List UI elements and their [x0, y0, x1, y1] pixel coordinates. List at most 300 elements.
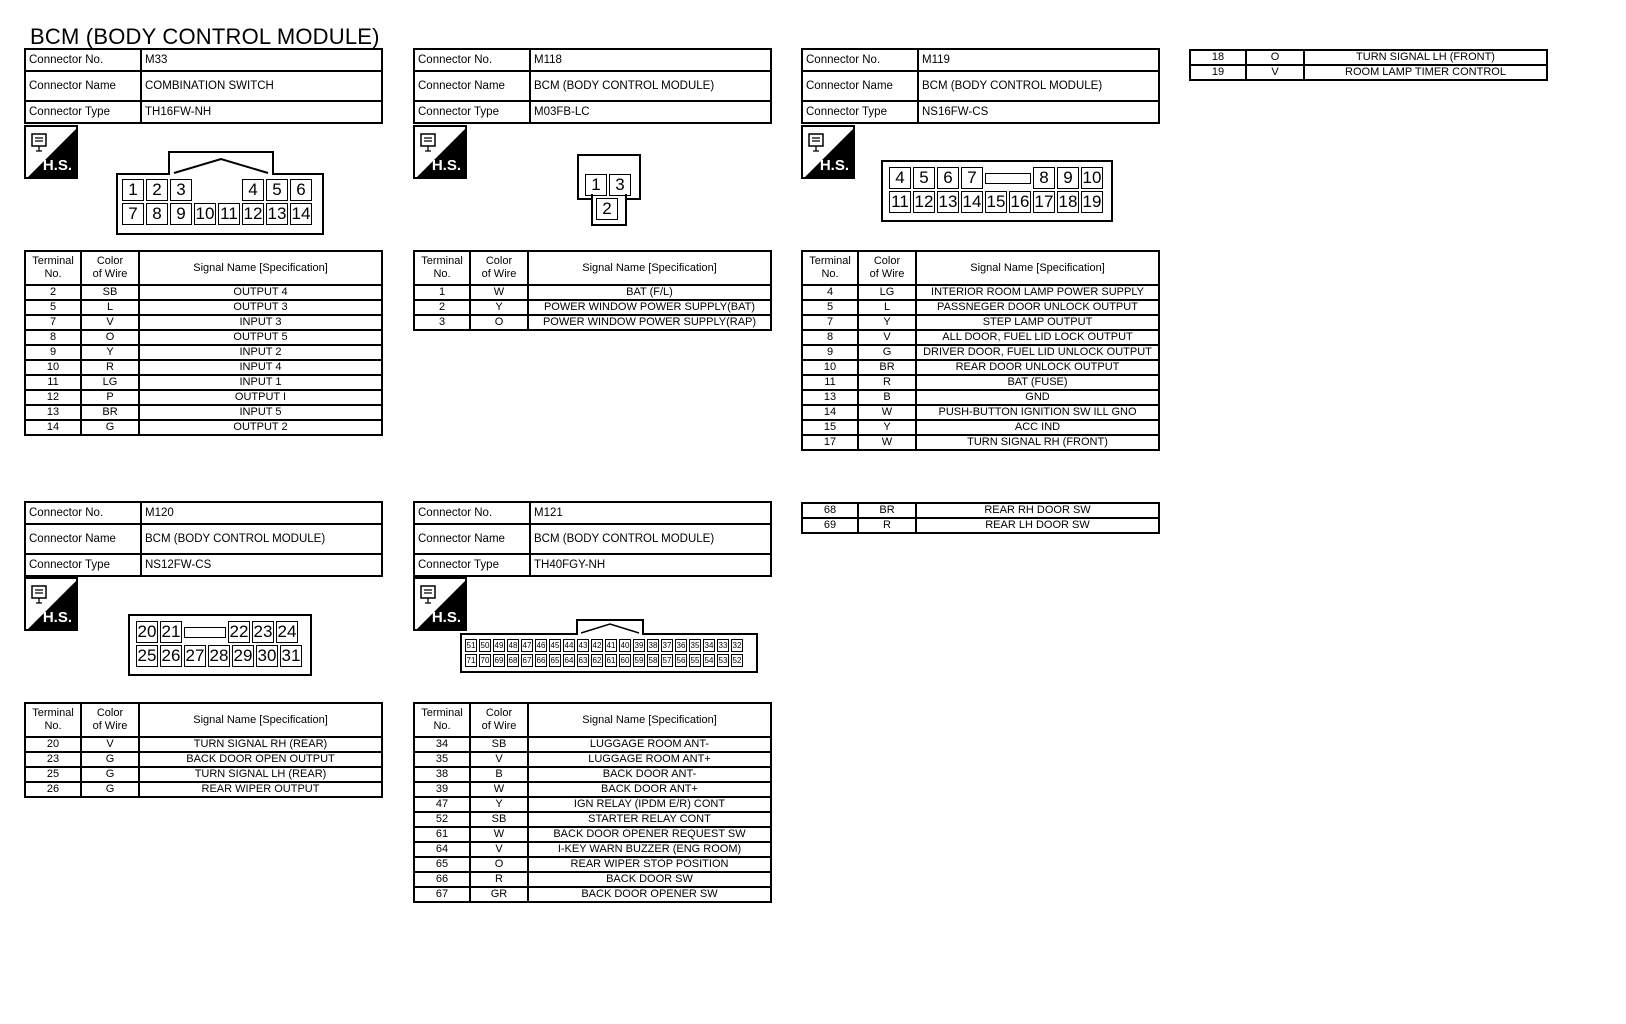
terminal-no-cell: 7 [802, 315, 858, 330]
pin-terminal: 39 [634, 641, 644, 650]
terminal-no-cell: 61 [414, 827, 470, 842]
terminal-no-cell: 66 [414, 872, 470, 887]
terminal-no-cell: 64 [414, 842, 470, 857]
wire-color-cell: GR [470, 887, 528, 902]
pin-terminal: 67 [522, 656, 532, 665]
connector-info-m121 [413, 501, 772, 577]
pin-terminal: 11 [889, 191, 911, 213]
label-connector-no: Connector No. [25, 49, 141, 71]
pin-terminal: 22 [229, 622, 249, 641]
pin-terminal: 1 [585, 174, 607, 196]
signal-name-cell: OUTPUT 5 [139, 330, 382, 345]
harness-side-badge [24, 125, 78, 179]
wire-color-cell: LG [858, 285, 916, 300]
color-of-wire-header: Color of Wire [81, 703, 139, 737]
wire-color-cell: L [81, 300, 139, 315]
terminal-no-cell: 34 [414, 737, 470, 752]
pin-terminal: 13 [267, 204, 287, 223]
wire-color-cell: B [858, 390, 916, 405]
signal-name-cell: BACK DOOR SW [528, 872, 771, 887]
wire-color-cell: R [470, 872, 528, 887]
label-connector-name: Connector Name [25, 524, 141, 554]
wire-color-cell: O [1246, 50, 1304, 65]
table-row [802, 518, 1159, 533]
pin-terminal: 34 [704, 641, 714, 650]
pin-terminal: 50 [480, 641, 490, 650]
signal-name-cell: OUTPUT 2 [139, 420, 382, 435]
pin-terminal: 49 [494, 641, 504, 650]
signal-name-cell: BACK DOOR OPENER SW [528, 887, 771, 902]
pin-terminal: 60 [620, 656, 630, 665]
table-row [802, 300, 1159, 315]
harness-connector-icon [418, 130, 442, 154]
wire-color-cell: R [858, 518, 916, 533]
pin-terminal: 32 [732, 641, 742, 650]
terminal-no-cell: 52 [414, 812, 470, 827]
signal-name-cell: OUTPUT I [139, 390, 382, 405]
color-of-wire-header: Color of Wire [470, 251, 528, 285]
connector-info-m33 [24, 48, 383, 124]
signal-table-m119-continued [1189, 49, 1548, 81]
terminal-no-cell: 8 [25, 330, 81, 345]
wire-color-cell: W [858, 435, 916, 450]
table-row [25, 330, 382, 345]
table-row [25, 782, 382, 797]
pin-terminal: 7 [961, 167, 983, 189]
signal-name-cell: PASSNEGER DOOR UNLOCK OUTPUT [916, 300, 1159, 315]
wire-color-cell: SB [470, 737, 528, 752]
pin-terminal: 12 [243, 204, 263, 223]
pin-terminal: 9 [170, 203, 192, 225]
terminal-no-header: Terminal No. [25, 703, 81, 737]
terminal-no-cell: 19 [1190, 65, 1246, 80]
label-connector-name: Connector Name [802, 71, 918, 101]
pin-terminal: 2 [146, 179, 168, 201]
terminal-no-cell: 10 [802, 360, 858, 375]
connector-info-m119 [801, 48, 1160, 124]
pin-terminal: 68 [508, 656, 518, 665]
signal-name-cell: BACK DOOR OPEN OUTPUT [139, 752, 382, 767]
table-row [414, 767, 771, 782]
page-title: BCM (BODY CONTROL MODULE) [30, 24, 380, 49]
table-row [25, 752, 382, 767]
pin-terminal: 13 [938, 192, 958, 211]
connector-no-value: M118 [530, 49, 771, 71]
pin-terminal: 70 [480, 656, 490, 665]
table-row [25, 420, 382, 435]
terminal-no-cell: 65 [414, 857, 470, 872]
terminal-no-cell: 26 [25, 782, 81, 797]
terminal-no-cell: 10 [25, 360, 81, 375]
wire-color-cell: B [470, 767, 528, 782]
connector-type-value: TH16FW-NH [141, 101, 382, 123]
pin-terminal: 15 [986, 192, 1006, 211]
wire-color-cell: SB [470, 812, 528, 827]
signal-name-cell: LUGGAGE ROOM ANT+ [528, 752, 771, 767]
table-row [802, 330, 1159, 345]
wire-color-cell: G [81, 752, 139, 767]
table-row [414, 782, 771, 797]
blank-cavity [985, 173, 1031, 184]
terminal-no-cell: 2 [25, 285, 81, 300]
pin-terminal: 21 [161, 622, 181, 641]
table-row [802, 360, 1159, 375]
pin-terminal: 61 [606, 656, 616, 665]
signal-name-cell: DRIVER DOOR, FUEL LID UNLOCK OUTPUT [916, 345, 1159, 360]
pin-terminal: 10 [1082, 168, 1102, 187]
table-row [414, 812, 771, 827]
pin-terminal: 6 [937, 167, 959, 189]
hs-label: H.S. [42, 157, 72, 174]
table-row [414, 842, 771, 857]
wire-color-cell: V [81, 737, 139, 752]
terminal-no-cell: 5 [802, 300, 858, 315]
pin-terminal: 65 [550, 656, 560, 665]
pin-terminal: 48 [508, 641, 518, 650]
terminal-no-cell: 5 [25, 300, 81, 315]
connector-latch [576, 619, 644, 635]
pin-terminal: 1 [122, 179, 144, 201]
wire-color-cell: V [81, 315, 139, 330]
pin-terminal: 5 [913, 167, 935, 189]
terminal-no-header: Terminal No. [414, 251, 470, 285]
pin-terminal: 23 [253, 622, 273, 641]
wire-color-cell: Y [470, 797, 528, 812]
table-row [414, 300, 771, 315]
pin-terminal: 27 [185, 646, 205, 665]
signal-name-cell: INPUT 2 [139, 345, 382, 360]
wire-color-cell: G [81, 767, 139, 782]
pin-terminal: 3 [170, 179, 192, 201]
signal-name-cell: BACK DOOR ANT- [528, 767, 771, 782]
connector-info-m118 [413, 48, 772, 124]
label-connector-no: Connector No. [802, 49, 918, 71]
table-row [25, 767, 382, 782]
pin-terminal: 29 [233, 646, 253, 665]
terminal-no-cell: 2 [414, 300, 470, 315]
terminal-no-cell: 11 [25, 375, 81, 390]
pin-terminal: 57 [662, 656, 672, 665]
signal-name-cell: PUSH-BUTTON IGNITION SW ILL GNO [916, 405, 1159, 420]
pin-terminal: 3 [609, 174, 631, 196]
signal-name-cell: POWER WINDOW POWER SUPPLY(BAT) [528, 300, 771, 315]
terminal-no-header: Terminal No. [25, 251, 81, 285]
wire-color-cell: SB [81, 285, 139, 300]
pin-terminal: 52 [732, 656, 742, 665]
label-connector-type: Connector Type [25, 554, 141, 576]
table-row [414, 887, 771, 902]
wire-color-cell: Y [470, 300, 528, 315]
table-row [414, 285, 771, 300]
label-connector-type: Connector Type [802, 101, 918, 123]
connector-no-value: M119 [918, 49, 1159, 71]
table-row [414, 315, 771, 330]
pin-terminal: 45 [550, 641, 560, 650]
table-row [802, 435, 1159, 450]
pin-terminal: 64 [564, 656, 574, 665]
pin-terminal: 10 [195, 204, 215, 223]
terminal-no-header: Terminal No. [414, 703, 470, 737]
signal-name-cell: INPUT 3 [139, 315, 382, 330]
color-of-wire-header: Color of Wire [81, 251, 139, 285]
signal-table-m119 [801, 250, 1160, 451]
terminal-no-cell: 12 [25, 390, 81, 405]
wire-color-cell: W [470, 782, 528, 797]
hs-label: H.S. [42, 609, 72, 626]
wire-color-cell: Y [858, 420, 916, 435]
pin-terminal: 4 [242, 179, 264, 201]
terminal-no-cell: 35 [414, 752, 470, 767]
terminal-no-cell: 25 [25, 767, 81, 782]
pin-terminal: 24 [277, 622, 297, 641]
wire-color-cell: O [470, 857, 528, 872]
connector-type-value: M03FB-LC [530, 101, 771, 123]
signal-name-cell: BAT (FUSE) [916, 375, 1159, 390]
terminal-no-cell: 13 [25, 405, 81, 420]
signal-name-cell: REAR LH DOOR SW [916, 518, 1159, 533]
signal-name-cell: BAT (F/L) [528, 285, 771, 300]
signal-name-cell: TURN SIGNAL RH (REAR) [139, 737, 382, 752]
signal-name-cell: I-KEY WARN BUZZER (ENG ROOM) [528, 842, 771, 857]
pin-terminal: 44 [564, 641, 574, 650]
pin-terminal: 59 [634, 656, 644, 665]
table-row [1190, 50, 1547, 65]
pin-terminal: 46 [536, 641, 546, 650]
connector-no-value: M33 [141, 49, 382, 71]
pin-terminal: 63 [578, 656, 588, 665]
color-of-wire-header: Color of Wire [858, 251, 916, 285]
pin-terminal: 30 [257, 646, 277, 665]
terminal-no-cell: 38 [414, 767, 470, 782]
table-header-row [802, 251, 1159, 285]
harness-connector-icon [806, 130, 830, 154]
wire-color-cell: G [858, 345, 916, 360]
signal-name-cell: REAR DOOR UNLOCK OUTPUT [916, 360, 1159, 375]
wire-color-cell: LG [81, 375, 139, 390]
harness-side-badge [24, 577, 78, 631]
pin-terminal: 26 [161, 646, 181, 665]
wire-color-cell: O [470, 315, 528, 330]
connector-info-m120 [24, 501, 383, 577]
terminal-no-cell: 9 [802, 345, 858, 360]
table-row [1190, 65, 1547, 80]
terminal-no-cell: 68 [802, 503, 858, 518]
signal-table-m120 [24, 702, 383, 798]
signal-name-cell: ALL DOOR, FUEL LID LOCK OUTPUT [916, 330, 1159, 345]
signal-name-cell: LUGGAGE ROOM ANT- [528, 737, 771, 752]
pin-terminal: 47 [522, 641, 532, 650]
pin-terminal: 2 [596, 198, 618, 220]
signal-name-cell: TURN SIGNAL LH (FRONT) [1304, 50, 1547, 65]
wire-color-cell: G [81, 420, 139, 435]
table-row [25, 737, 382, 752]
wire-color-cell: V [858, 330, 916, 345]
terminal-no-cell: 8 [802, 330, 858, 345]
label-connector-type: Connector Type [414, 554, 530, 576]
signal-name-header: Signal Name [Specification] [916, 251, 1159, 285]
terminal-no-cell: 9 [25, 345, 81, 360]
connector-name-value: BCM (BODY CONTROL MODULE) [141, 524, 382, 554]
table-row [802, 420, 1159, 435]
pin-terminal: 14 [291, 204, 311, 223]
terminal-no-cell: 20 [25, 737, 81, 752]
pin-terminal: 35 [690, 641, 700, 650]
signal-name-cell: ROOM LAMP TIMER CONTROL [1304, 65, 1547, 80]
table-row [25, 360, 382, 375]
signal-name-header: Signal Name [Specification] [528, 703, 771, 737]
terminal-no-cell: 17 [802, 435, 858, 450]
table-row [802, 390, 1159, 405]
wire-color-cell: G [81, 782, 139, 797]
pin-terminal: 7 [122, 203, 144, 225]
signal-name-cell: STEP LAMP OUTPUT [916, 315, 1159, 330]
pin-terminal: 71 [466, 656, 476, 665]
wire-color-cell: P [81, 390, 139, 405]
table-header-row [414, 703, 771, 737]
terminal-no-cell: 11 [802, 375, 858, 390]
harness-connector-icon [29, 130, 53, 154]
signal-name-cell: REAR WIPER OUTPUT [139, 782, 382, 797]
label-connector-name: Connector Name [414, 524, 530, 554]
pin-terminal: 28 [209, 646, 229, 665]
pin-terminal: 36 [676, 641, 686, 650]
wire-color-cell: W [470, 285, 528, 300]
pin-terminal: 40 [620, 641, 630, 650]
pin-terminal: 20 [137, 622, 157, 641]
connector-name-value: BCM (BODY CONTROL MODULE) [530, 71, 771, 101]
signal-name-cell: BACK DOOR OPENER REQUEST SW [528, 827, 771, 842]
wire-color-cell: BR [858, 360, 916, 375]
terminal-no-cell: 69 [802, 518, 858, 533]
signal-name-cell: INPUT 4 [139, 360, 382, 375]
pin-terminal: 69 [494, 656, 504, 665]
table-row [25, 405, 382, 420]
wire-color-cell: V [470, 842, 528, 857]
connector-name-value: COMBINATION SWITCH [141, 71, 382, 101]
pin-terminal: 9 [1057, 167, 1079, 189]
terminal-no-cell: 39 [414, 782, 470, 797]
table-row [414, 797, 771, 812]
table-header-row [414, 251, 771, 285]
pin-terminal: 53 [718, 656, 728, 665]
label-connector-no: Connector No. [414, 49, 530, 71]
terminal-no-cell: 1 [414, 285, 470, 300]
label-connector-name: Connector Name [414, 71, 530, 101]
signal-name-cell: BACK DOOR ANT+ [528, 782, 771, 797]
wire-color-cell: BR [858, 503, 916, 518]
table-row [802, 405, 1159, 420]
table-row [414, 737, 771, 752]
terminal-no-cell: 14 [802, 405, 858, 420]
table-row [25, 300, 382, 315]
signal-name-cell: INPUT 5 [139, 405, 382, 420]
wire-color-cell: R [858, 375, 916, 390]
pin-terminal: 41 [606, 641, 616, 650]
color-of-wire-header: Color of Wire [470, 703, 528, 737]
table-row [802, 285, 1159, 300]
table-row [25, 285, 382, 300]
connector-no-value: M121 [530, 502, 771, 524]
table-row [414, 857, 771, 872]
signal-name-cell: ACC IND [916, 420, 1159, 435]
label-connector-no: Connector No. [414, 502, 530, 524]
pin-terminal: 42 [592, 641, 602, 650]
pin-terminal: 12 [914, 192, 934, 211]
harness-connector-icon [418, 582, 442, 606]
pin-terminal: 31 [281, 646, 301, 665]
pin-terminal: 62 [592, 656, 602, 665]
signal-name-cell: INTERIOR ROOM LAMP POWER SUPPLY [916, 285, 1159, 300]
hs-label: H.S. [819, 157, 849, 174]
wire-color-cell: V [470, 752, 528, 767]
terminal-no-cell: 15 [802, 420, 858, 435]
pin-terminal: 58 [648, 656, 658, 665]
signal-name-cell: REAR WIPER STOP POSITION [528, 857, 771, 872]
pin-terminal: 55 [690, 656, 700, 665]
pin-terminal: 8 [1033, 167, 1055, 189]
pin-terminal: 66 [536, 656, 546, 665]
terminal-no-cell: 18 [1190, 50, 1246, 65]
signal-name-cell: REAR RH DOOR SW [916, 503, 1159, 518]
signal-name-cell: TURN SIGNAL LH (REAR) [139, 767, 382, 782]
pin-terminal: 19 [1082, 192, 1102, 211]
signal-name-cell: POWER WINDOW POWER SUPPLY(RAP) [528, 315, 771, 330]
wire-color-cell: R [81, 360, 139, 375]
signal-name-cell: INPUT 1 [139, 375, 382, 390]
hs-label: H.S. [431, 157, 461, 174]
label-connector-type: Connector Type [25, 101, 141, 123]
pin-terminal: 33 [718, 641, 728, 650]
pin-terminal: 25 [137, 646, 157, 665]
table-header-row [25, 251, 382, 285]
pin-terminal: 37 [662, 641, 672, 650]
terminal-no-header: Terminal No. [802, 251, 858, 285]
harness-side-badge [413, 577, 467, 631]
wire-color-cell: BR [81, 405, 139, 420]
label-connector-type: Connector Type [414, 101, 530, 123]
signal-name-cell: OUTPUT 4 [139, 285, 382, 300]
connector-type-value: NS16FW-CS [918, 101, 1159, 123]
signal-name-cell: GND [916, 390, 1159, 405]
table-row [25, 375, 382, 390]
signal-table-m118 [413, 250, 772, 331]
table-row [802, 345, 1159, 360]
signal-name-cell: OUTPUT 3 [139, 300, 382, 315]
terminal-no-cell: 13 [802, 390, 858, 405]
wire-color-cell: O [81, 330, 139, 345]
pin-terminal: 17 [1034, 192, 1054, 211]
signal-table-m33 [24, 250, 383, 436]
label-connector-no: Connector No. [25, 502, 141, 524]
terminal-no-cell: 67 [414, 887, 470, 902]
wire-color-cell: Y [81, 345, 139, 360]
table-row [802, 315, 1159, 330]
signal-name-cell: IGN RELAY (IPDM E/R) CONT [528, 797, 771, 812]
pin-terminal: 56 [676, 656, 686, 665]
signal-name-cell: STARTER RELAY CONT [528, 812, 771, 827]
pin-terminal: 5 [266, 179, 288, 201]
table-row [802, 503, 1159, 518]
terminal-no-cell: 3 [414, 315, 470, 330]
connector-name-value: BCM (BODY CONTROL MODULE) [530, 524, 771, 554]
pin-terminal: 6 [290, 179, 312, 201]
label-connector-name: Connector Name [25, 71, 141, 101]
wire-color-cell: V [1246, 65, 1304, 80]
wire-color-cell: Y [858, 315, 916, 330]
pin-terminal: 43 [578, 641, 588, 650]
harness-side-badge [413, 125, 467, 179]
terminal-no-cell: 47 [414, 797, 470, 812]
